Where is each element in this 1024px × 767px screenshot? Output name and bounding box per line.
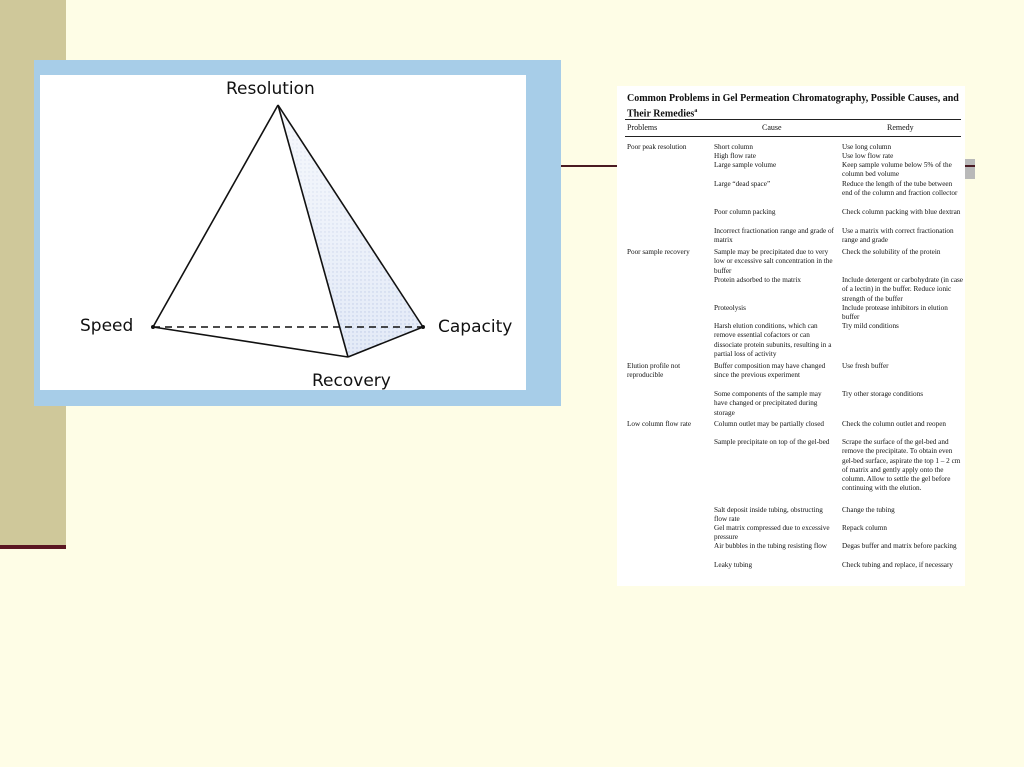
right-edge-rule	[965, 165, 975, 167]
table-cell-remedy: Try mild conditions	[842, 322, 899, 330]
vertex-speed	[151, 325, 155, 329]
table-cell-cause: Buffer composition may have changed since the previous experiment	[714, 362, 826, 380]
table-title	[627, 92, 965, 120]
label-recovery: Recovery	[312, 371, 391, 390]
table-cell-remedy: Check column packing with blue dextran	[842, 208, 961, 216]
table-cell-remedy: Use long column	[842, 143, 892, 151]
table-top-rule	[625, 119, 961, 120]
table-cell-cause: Sample precipitate on top of the gel-bed	[714, 438, 830, 446]
table-cell-remedy: Keep sample volume below 5% of the column bed volume	[842, 161, 952, 179]
table-cell-remedy: Scrape the surface of the gel-bed and remove the precipitate. To obtain even gel-bed surface, aspirate the top 1 – 2 cm of matrix and gently apply onto the column. Allow to settle the gel before continuing with the elution.	[842, 438, 961, 493]
label-capacity: Capacity	[438, 317, 513, 337]
table-cell-cause: Salt deposit inside tubing, obstructing flow rate	[714, 506, 823, 524]
table-cell-cause: High flow rate	[714, 152, 756, 160]
table-title-text: Common Problems in Gel Permeation Chromatography, Possible Causes, and Their Remedies	[627, 93, 959, 120]
table-cell-problem: Elution profile not reproducible	[627, 362, 681, 380]
pyramid-svg	[40, 75, 526, 390]
table-cell-cause: Short column	[714, 143, 753, 151]
table-cell-cause: Large “dead space”	[714, 180, 771, 188]
table-cell-remedy: Use a matrix with correct fractionation range and grade	[842, 227, 954, 245]
table-cell-cause: Column outlet may be partially closed	[714, 420, 824, 428]
table-cell-remedy: Use low flow rate	[842, 152, 894, 160]
table-cell-cause: Harsh elution conditions, which can remove essential cofactors or can dissociate protein subunits, resulting in a partial loss of activity	[714, 322, 832, 358]
table-title-footnote-mark: a	[694, 108, 698, 114]
edge-speed-recovery	[153, 327, 348, 357]
edge-apex-speed	[153, 105, 278, 327]
header-problems: Problems	[627, 123, 658, 132]
label-resolution: Resolution	[226, 79, 315, 99]
table-cell-remedy: Include detergent or carbohydrate (in case of a lectin) in the buffer. Reduce ionic strength of the buffer	[842, 276, 963, 303]
table-cell-problem: Low column flow rate	[627, 420, 692, 428]
table-cell-cause: Protein adsorbed to the matrix	[714, 276, 802, 284]
header-remedy: Remedy	[887, 123, 914, 132]
table-cell-cause: Proteolysis	[714, 304, 746, 312]
table-cell-remedy: Check the solubility of the protein	[842, 248, 941, 256]
table-cell-remedy: Change the tubing	[842, 506, 895, 514]
table-cell-remedy: Degas buffer and matrix before packing	[842, 542, 957, 550]
table-header-rule	[625, 136, 961, 137]
pyramid-face-highlight	[278, 105, 423, 357]
label-speed: Speed	[80, 316, 134, 336]
table-cell-remedy: Include protease inhibitors in elution buffer	[842, 304, 948, 322]
table-cell-cause: Air bubbles in the tubing resisting flow	[714, 542, 827, 550]
table-cell-cause: Leaky tubing	[714, 561, 753, 569]
table-cell-remedy: Check the column outlet and reopen	[842, 420, 946, 428]
table-cell-cause: Gel matrix compressed due to excessive pressure	[714, 524, 830, 542]
table-cell-remedy: Try other storage conditions	[842, 390, 923, 398]
left-band-rule	[0, 545, 66, 549]
gpc-problems-table	[617, 86, 965, 586]
table-cell-cause: Large sample volume	[714, 161, 777, 169]
table-cell-problem: Poor peak resolution	[627, 143, 687, 151]
header-cause: Cause	[762, 123, 782, 132]
table-cell-cause: Some components of the sample may have changed or precipitated during storage	[714, 390, 822, 417]
right-edge-tab	[965, 159, 975, 179]
table-cell-cause: Poor column packing	[714, 208, 776, 216]
table-cell-problem: Poor sample recovery	[627, 248, 690, 256]
table-cell-remedy: Repack column	[842, 524, 887, 532]
table-cell-remedy: Check tubing and replace, if necessary	[842, 561, 953, 569]
table-cell-remedy: Use fresh buffer	[842, 362, 889, 370]
table-cell-cause: Incorrect fractionation range and grade of matrix	[714, 227, 834, 245]
table-cell-remedy: Reduce the length of the tube between end of the column and fraction collector	[842, 180, 958, 198]
vertex-capacity	[421, 325, 425, 329]
table-cell-cause: Sample may be precipitated due to very low or excessive salt concentration in the buffer	[714, 248, 833, 275]
connector-rule	[560, 165, 618, 167]
pyramid-diagram	[40, 75, 526, 390]
